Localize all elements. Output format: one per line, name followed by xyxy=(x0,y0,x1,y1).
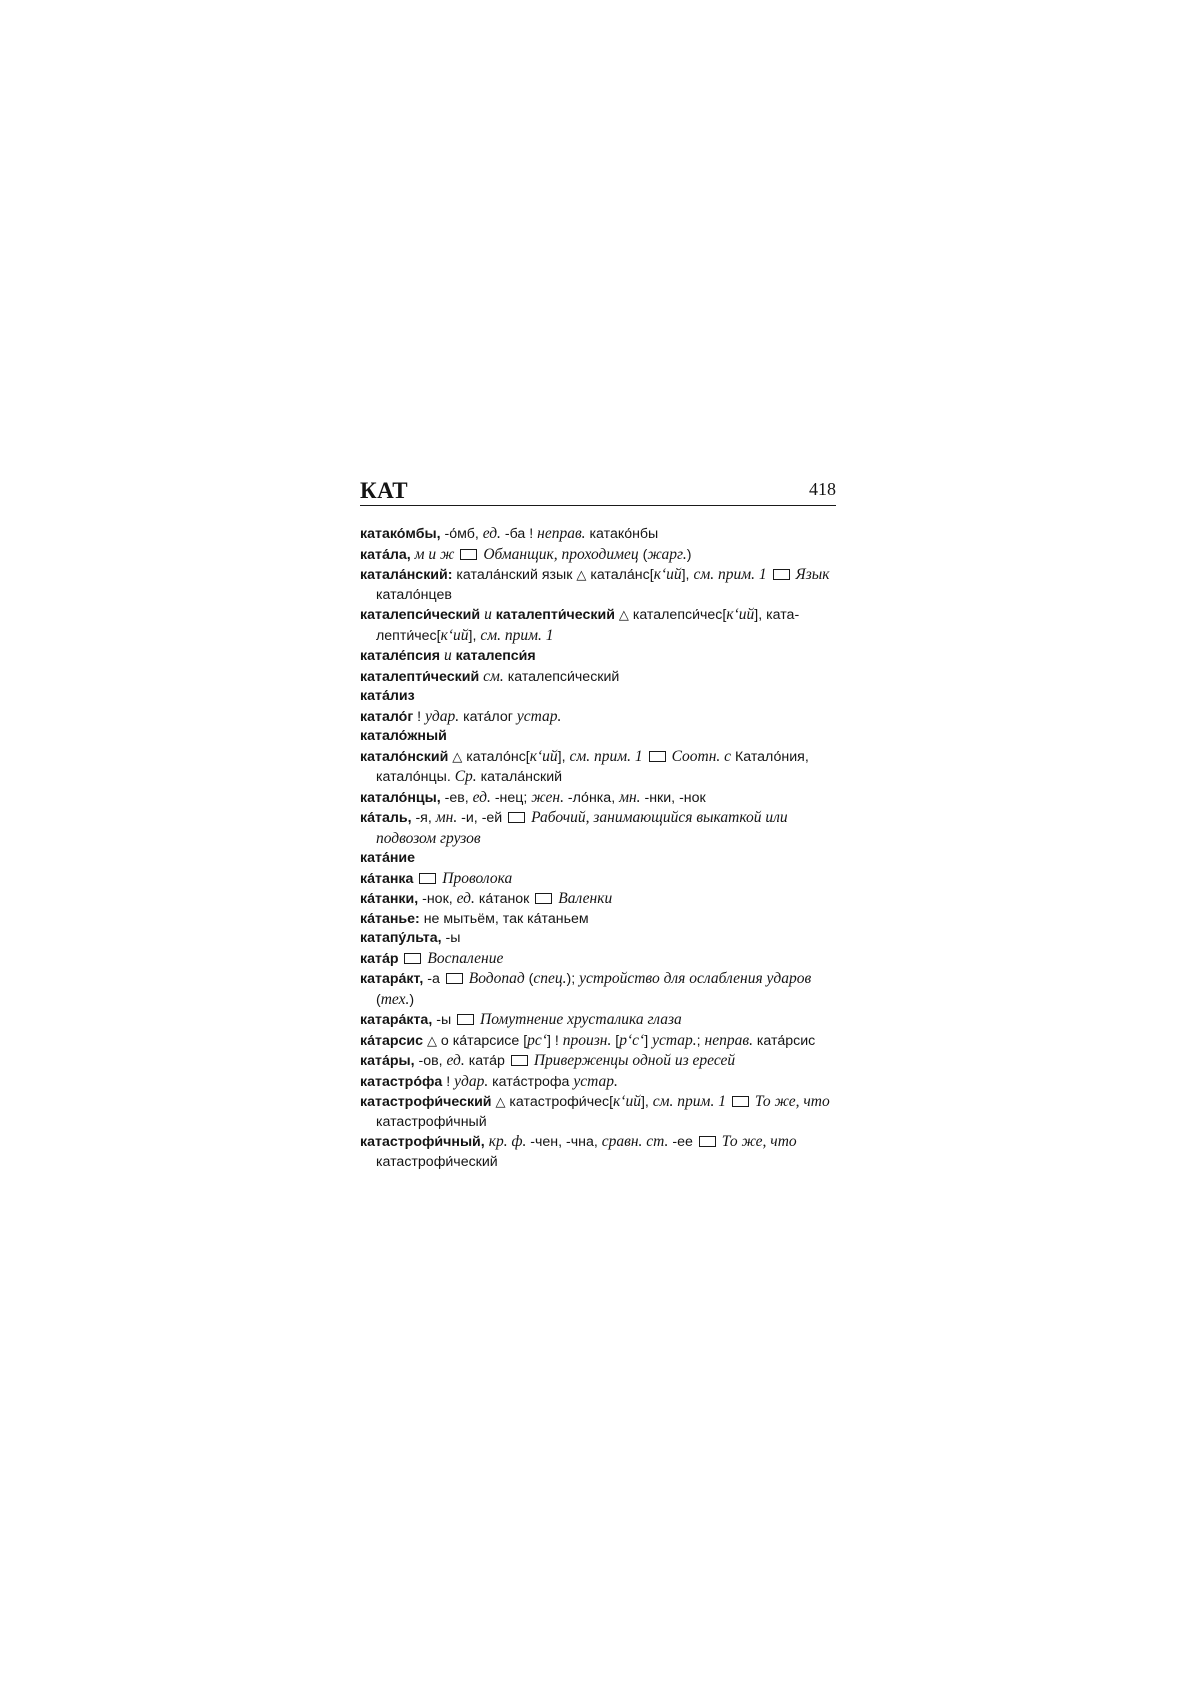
triangle-icon: △ xyxy=(618,607,629,622)
entry-text: -ы xyxy=(441,930,461,946)
entry-text: -нки, -нок xyxy=(640,789,706,806)
italic-gloss: устар. xyxy=(652,1031,697,1049)
entry-text xyxy=(454,547,458,563)
italic-gloss: м и ж xyxy=(414,545,455,563)
headword: катало́нцы, xyxy=(360,789,441,806)
entry-text: катало́нс[ xyxy=(462,748,530,765)
italic-gloss: кʻий xyxy=(529,747,558,765)
dictionary-entry xyxy=(360,687,836,707)
entry-text xyxy=(413,871,417,887)
entry-text xyxy=(643,749,647,765)
meaning-box-icon xyxy=(446,973,463,984)
triangle-icon: △ xyxy=(576,567,587,582)
italic-gloss: рʻсʻ xyxy=(619,1031,645,1049)
italic-gloss: жарг. xyxy=(647,545,687,563)
meaning-box-icon xyxy=(511,1055,528,1066)
entry-text: ], xyxy=(468,627,481,644)
entry-text: ( xyxy=(376,991,381,1008)
entry-text: -ов, xyxy=(414,1053,447,1069)
dictionary-entry xyxy=(360,646,836,667)
entry-text: Катало́ния, катало́нцы. xyxy=(376,748,809,785)
entry-text: ); xyxy=(566,971,580,987)
meaning-box-icon xyxy=(535,893,552,904)
entry-text: ката́строфа xyxy=(488,1073,574,1090)
italic-gloss: мн. xyxy=(619,788,641,806)
headword: катале́псия xyxy=(360,648,441,664)
italic-gloss: Рабочий, занимающийся выкаткой или подвозом грузов xyxy=(376,809,788,847)
dictionary-entry xyxy=(360,788,836,809)
dictionary-entry xyxy=(360,849,836,869)
entry-text: ] xyxy=(644,1032,653,1049)
italic-gloss: устар. xyxy=(573,1072,618,1090)
headword: катастрофи́чный, xyxy=(360,1134,485,1150)
entry-text: ката́рсис xyxy=(752,1032,816,1049)
italic-gloss: произн. xyxy=(562,1031,612,1049)
italic-gloss: неправ. xyxy=(704,1031,753,1049)
entry-text: -о́мб, xyxy=(440,526,483,542)
headword: ката́ла, xyxy=(360,546,411,563)
italic-gloss: ед. xyxy=(472,788,491,806)
headword: катако́мбы, xyxy=(360,526,441,542)
entry-text: ) xyxy=(409,991,415,1008)
entry-text: -ло́нка, xyxy=(563,789,620,806)
entry-text: катастрофи́чес[ xyxy=(505,1094,614,1110)
entry-text: ], каталепти́чес[ xyxy=(376,607,800,644)
dictionary-entry xyxy=(360,565,836,605)
italic-gloss: кʻий xyxy=(613,1093,641,1110)
entry-text: не мытьём, так ка́таньем xyxy=(419,910,589,927)
italic-gloss: Валенки xyxy=(558,890,613,907)
italic-gloss: удар. xyxy=(425,707,460,725)
entry-text: ], xyxy=(557,748,570,765)
italic-gloss: Обманщик, проходимец xyxy=(483,545,639,563)
entry-text: ], xyxy=(640,1094,653,1110)
headword: каталепти́ческий xyxy=(495,607,615,623)
triangle-icon: △ xyxy=(426,1032,437,1048)
headword: ка́танки, xyxy=(360,891,419,907)
italic-gloss: см. прим. 1 xyxy=(693,566,767,583)
dictionary-entry xyxy=(360,524,836,545)
italic-gloss: кʻий xyxy=(440,626,469,644)
headword: катало́нский xyxy=(360,748,449,765)
entry-text xyxy=(399,951,403,967)
entry-text xyxy=(767,567,771,583)
italic-gloss: устар. xyxy=(516,707,562,725)
entry-text: -нец; xyxy=(490,789,532,806)
meaning-box-icon xyxy=(419,873,436,884)
entry-text: ] ! xyxy=(546,1032,563,1049)
italic-gloss: спец. xyxy=(533,970,567,987)
meaning-box-icon xyxy=(773,569,790,580)
italic-gloss: Воспаление xyxy=(427,949,504,967)
page-number: 418 xyxy=(809,479,836,499)
headword: катапу́льта, xyxy=(360,930,442,946)
entry-text: ка́танок xyxy=(474,891,534,907)
italic-gloss: и xyxy=(443,647,452,664)
entry-text: -ы xyxy=(432,1012,456,1028)
entry-text: ката́р xyxy=(464,1053,509,1069)
entry-text: -нок, xyxy=(418,891,457,907)
entry-text: -а xyxy=(423,971,444,987)
italic-gloss: Помутнение хрусталика глаза xyxy=(480,1011,682,1028)
dictionary-entry xyxy=(360,969,836,1010)
headword: каталепти́ческий xyxy=(360,668,480,685)
headword: катало́жный xyxy=(360,728,447,744)
entry-text: ката́лог xyxy=(459,708,517,725)
italic-gloss: и xyxy=(484,606,492,623)
entry-text: -ев, xyxy=(440,789,473,806)
triangle-icon: △ xyxy=(452,748,463,764)
entry-text: -ее xyxy=(668,1134,697,1150)
headword: ка́тарсис xyxy=(360,1032,423,1049)
meaning-box-icon xyxy=(457,1014,474,1025)
dictionary-entry xyxy=(360,605,836,646)
italic-gloss: см. прим. 1 xyxy=(480,626,554,644)
dictionary-entry xyxy=(360,929,836,949)
dictionary-entry xyxy=(360,869,836,890)
headword: ката́лиз xyxy=(360,688,415,704)
headword: ката́ние xyxy=(360,850,416,866)
italic-gloss: тех. xyxy=(380,990,410,1008)
dictionary-entry xyxy=(360,1132,836,1172)
head-word: КАТ xyxy=(360,478,409,503)
headword: ката́р xyxy=(360,950,399,967)
dictionary-entry xyxy=(360,1031,836,1052)
italic-gloss: см. прим. 1 xyxy=(569,747,643,765)
headword: каталепси́я xyxy=(455,648,536,664)
headword: катара́кта, xyxy=(360,1012,433,1028)
entry-text: -я, xyxy=(411,810,436,826)
headword: катало́г xyxy=(360,708,414,725)
entry-text: катала́нс[ xyxy=(586,567,654,583)
headword: ка́танье: xyxy=(360,910,420,927)
italic-gloss: рсʻ xyxy=(527,1031,547,1049)
entry-text: [ xyxy=(611,1032,620,1049)
meaning-box-icon xyxy=(699,1136,716,1147)
running-head xyxy=(360,478,836,506)
italic-gloss: Соотн. с xyxy=(671,747,732,765)
italic-gloss: То же, что xyxy=(754,1093,830,1110)
entry-text: катастрофи́чный xyxy=(376,1113,487,1130)
entry-list xyxy=(360,524,836,1172)
meaning-box-icon xyxy=(404,953,421,964)
italic-gloss: кʻий xyxy=(653,566,682,583)
entry-text: -ба ! xyxy=(500,526,538,542)
entry-text: ! xyxy=(413,708,426,725)
italic-gloss: ед. xyxy=(456,890,475,907)
dictionary-entry xyxy=(360,747,836,788)
dictionary-entry xyxy=(360,808,836,849)
meaning-box-icon xyxy=(732,1096,749,1107)
entry-text: ( xyxy=(524,971,534,987)
italic-gloss: жен. xyxy=(531,788,564,806)
headword: катастро́фа xyxy=(360,1073,443,1090)
headword: каталепси́ческий xyxy=(360,607,481,623)
dictionary-entry xyxy=(360,910,836,930)
entry-text: -чен, -чна, xyxy=(526,1134,602,1150)
italic-gloss: кʻий xyxy=(726,606,755,623)
italic-gloss: То же, что xyxy=(721,1133,797,1150)
italic-gloss: ед. xyxy=(482,525,501,542)
entry-text: каталепси́чес[ xyxy=(628,607,727,623)
italic-gloss: сравн. ст. xyxy=(601,1133,669,1150)
italic-gloss: ед. xyxy=(446,1052,465,1069)
italic-gloss: удар. xyxy=(454,1072,489,1090)
headword: ката́ры, xyxy=(360,1053,415,1069)
meaning-box-icon xyxy=(460,549,477,560)
headword: катара́кт, xyxy=(360,971,424,987)
entry-text: катало́нцев xyxy=(376,586,452,603)
dictionary-entry xyxy=(360,707,836,728)
entry-text: ], xyxy=(681,567,694,583)
entry-text xyxy=(726,1094,730,1110)
dictionary-entry xyxy=(360,727,836,747)
triangle-icon: △ xyxy=(495,1094,506,1109)
italic-gloss: Язык xyxy=(795,566,830,583)
meaning-box-icon xyxy=(508,812,525,823)
meaning-box-icon xyxy=(649,751,666,762)
dictionary-entry xyxy=(360,1092,836,1132)
headword: ка́таль, xyxy=(360,810,412,826)
entry-text: -и, -ей xyxy=(457,810,507,826)
italic-gloss: неправ. xyxy=(537,525,586,542)
italic-gloss: устройство для ослабления ударов xyxy=(579,970,812,987)
entry-text: катастрофи́ческий xyxy=(376,1153,498,1170)
dictionary-entry xyxy=(360,667,836,688)
entry-text: катала́нский xyxy=(476,769,563,785)
entry-text: катако́нбы xyxy=(585,526,659,542)
italic-gloss: Ср. xyxy=(454,768,477,785)
dictionary-entry xyxy=(360,1051,836,1072)
dictionary-entry xyxy=(360,1010,836,1031)
dictionary-entry xyxy=(360,949,836,970)
italic-gloss: кр. ф. xyxy=(488,1133,527,1150)
entry-text: ; xyxy=(696,1032,705,1049)
entry-text: о ка́тарсисе [ xyxy=(436,1032,528,1049)
dictionary-page xyxy=(360,478,836,1172)
entry-text: ( xyxy=(638,546,648,563)
entry-text: ! xyxy=(442,1073,455,1090)
headword: катала́нский: xyxy=(360,567,453,583)
dictionary-entry xyxy=(360,545,836,566)
italic-gloss: см. прим. 1 xyxy=(652,1093,726,1110)
italic-gloss: мн. xyxy=(435,809,458,826)
entry-text: катала́нский язык xyxy=(452,567,577,583)
entry-text: каталепси́ческий xyxy=(503,668,620,685)
headword: катастрофи́ческий xyxy=(360,1094,492,1110)
italic-gloss: Приверженцы одной из ересей xyxy=(533,1052,736,1069)
dictionary-entry xyxy=(360,1072,836,1093)
entry-text: ) xyxy=(686,546,692,563)
italic-gloss: см. xyxy=(483,667,504,685)
italic-gloss: Проволока xyxy=(442,869,513,887)
headword: ка́танка xyxy=(360,870,414,887)
italic-gloss: Водопад xyxy=(468,970,525,987)
dictionary-entry xyxy=(360,889,836,910)
